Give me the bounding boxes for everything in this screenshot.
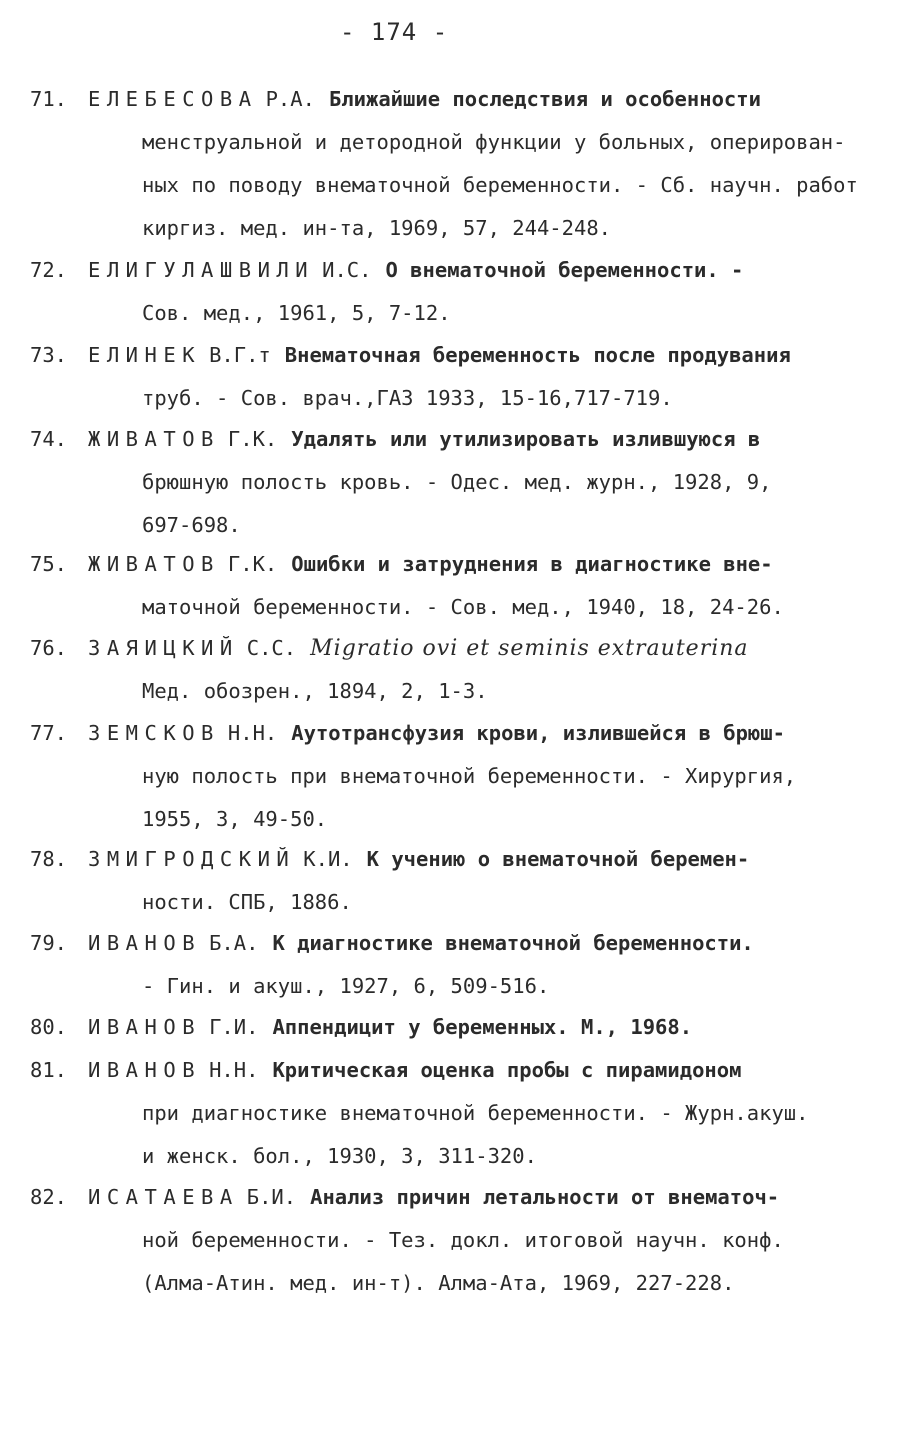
entry-text: ной беременности. - Тез. докл. итоговой научн. конф. bbox=[142, 1228, 784, 1252]
bibliography-entry bbox=[30, 627, 900, 713]
bibliography-entry bbox=[30, 543, 900, 629]
entry-initials: И.С. bbox=[322, 258, 372, 282]
entry-author: ИВАНОВ bbox=[88, 931, 202, 955]
entry-text: маточной беременности. - Сов. мед., 1940, 18, 24-26. bbox=[142, 595, 784, 619]
entry-number: 79. bbox=[30, 931, 68, 955]
entry-number: 73. bbox=[30, 343, 68, 367]
entry-initials: Г.К. bbox=[227, 427, 278, 451]
bibliography-entry bbox=[30, 712, 900, 841]
entry-author: ЕЛЕБЕСОВА bbox=[88, 87, 258, 111]
bibliography-entry bbox=[30, 78, 900, 250]
entry-text: ных по поводу внематочной беременности. - Сб. научн. работ bbox=[142, 173, 858, 197]
entry-text: Критическая оценка пробы с пирамидоном bbox=[272, 1058, 742, 1082]
entry-number: 71. bbox=[30, 87, 68, 111]
page-number: - 174 - bbox=[340, 18, 449, 46]
entry-text: О внематочной беременности. - bbox=[385, 258, 744, 282]
entry-text: труб. - Сов. врач.,ГАЗ 1933, 15-16,717-719. bbox=[142, 386, 673, 410]
entry-text: К учению о внематочной беремен- bbox=[366, 847, 750, 871]
entry-text: при диагностике внематочной беременности. - Журн.акуш. bbox=[142, 1101, 809, 1125]
entry-initials: Б.А. bbox=[209, 931, 259, 955]
entry-text: Ближайшие последствия и особенности bbox=[328, 87, 761, 111]
bibliography-entry bbox=[30, 1176, 900, 1305]
entry-text: Мед. обозрен., 1894, 2, 1-3. bbox=[142, 679, 488, 703]
entry-text: (Алма-Атин. мед. ин-т). Алма-Ата, 1969, 227-228. bbox=[142, 1271, 735, 1295]
entry-text: - Гин. и акуш., 1927, 6, 509-516. bbox=[142, 974, 550, 998]
entry-text: 697-698. bbox=[142, 513, 241, 537]
entry-text: Сов. мед., 1961, 5, 7-12. bbox=[142, 301, 451, 325]
entry-initials: Г.И. bbox=[209, 1015, 259, 1039]
entry-author: ЖИВАТОВ bbox=[88, 552, 220, 576]
entry-text: Анализ причин летальности от внематоч- bbox=[310, 1185, 780, 1209]
entry-number: 76. bbox=[30, 636, 68, 660]
handwritten-title: Migratio ovi et seminis extrauterina bbox=[310, 636, 749, 661]
entry-initials: К.И. bbox=[303, 847, 353, 871]
entry-text: ную полость при внематочной беременности. - Хирургия, bbox=[142, 764, 797, 788]
entry-text: и женск. бол., 1930, 3, 311-320. bbox=[142, 1144, 537, 1168]
entry-initials: Б.И. bbox=[246, 1185, 297, 1209]
entry-text: Внематочная беременность после продувания bbox=[284, 343, 791, 367]
entry-number: 72. bbox=[30, 258, 68, 282]
entry-initials: С.С. bbox=[246, 636, 297, 660]
entry-author: ЗМИГРОДСКИЙ bbox=[88, 847, 296, 871]
entry-text: киргиз. мед. ин-та, 1969, 57, 244-248. bbox=[142, 216, 611, 240]
bibliography-entry bbox=[30, 334, 900, 420]
entry-number: 81. bbox=[30, 1058, 68, 1082]
entry-author: ИВАНОВ bbox=[88, 1015, 202, 1039]
entry-text: К диагностике внематочной беременности. bbox=[272, 931, 754, 955]
entry-author: ЖИВАТОВ bbox=[88, 427, 220, 451]
entry-text: брюшную полость кровь. - Одес. мед. журн., 1928, 9, bbox=[142, 470, 772, 494]
entry-author: ИВАНОВ bbox=[88, 1058, 202, 1082]
bibliography-entry bbox=[30, 418, 900, 547]
entry-text: ности. СПБ, 1886. bbox=[142, 890, 352, 914]
entry-number: 80. bbox=[30, 1015, 68, 1039]
entry-author: ЗАЯИЦКИЙ bbox=[88, 636, 239, 660]
entry-number: 82. bbox=[30, 1185, 68, 1209]
entry-text: Аппендицит у беременных. М., 1968. bbox=[272, 1015, 693, 1039]
bibliography-entry bbox=[30, 1006, 900, 1049]
entry-text: Аутотрансфузия крови, излившейся в брюш- bbox=[291, 721, 785, 745]
entry-author: ЕЛИНЕК bbox=[88, 343, 202, 367]
entry-number: 74. bbox=[30, 427, 68, 451]
entry-text: Удалять или утилизировать излившуюся в bbox=[291, 427, 761, 451]
entry-initials: Н.Н. bbox=[209, 1058, 259, 1082]
entry-text: Ошибки и затруднения в диагностике вне- bbox=[291, 552, 773, 576]
entry-number: 78. bbox=[30, 847, 68, 871]
entry-initials: Г.К. bbox=[227, 552, 278, 576]
entry-text: менструальной и детородной функции у больных, оперирован- bbox=[142, 130, 846, 154]
entry-initials: Н.Н. bbox=[227, 721, 278, 745]
entry-text: 1955, 3, 49-50. bbox=[142, 807, 328, 831]
entry-author: ЕЛИГУЛАШВИЛИ bbox=[88, 258, 315, 282]
entry-number: 77. bbox=[30, 721, 68, 745]
bibliography-entry bbox=[30, 1049, 900, 1178]
bibliography-entry bbox=[30, 838, 900, 924]
entry-number: 75. bbox=[30, 552, 68, 576]
entry-initials: Р.А. bbox=[265, 87, 315, 111]
entry-initials: В.Г.т bbox=[209, 343, 271, 367]
entry-author: ИСАТАЕВА bbox=[88, 1185, 239, 1209]
bibliography-entry bbox=[30, 249, 900, 335]
entry-author: ЗЕМСКОВ bbox=[88, 721, 220, 745]
bibliography-entry bbox=[30, 922, 900, 1008]
